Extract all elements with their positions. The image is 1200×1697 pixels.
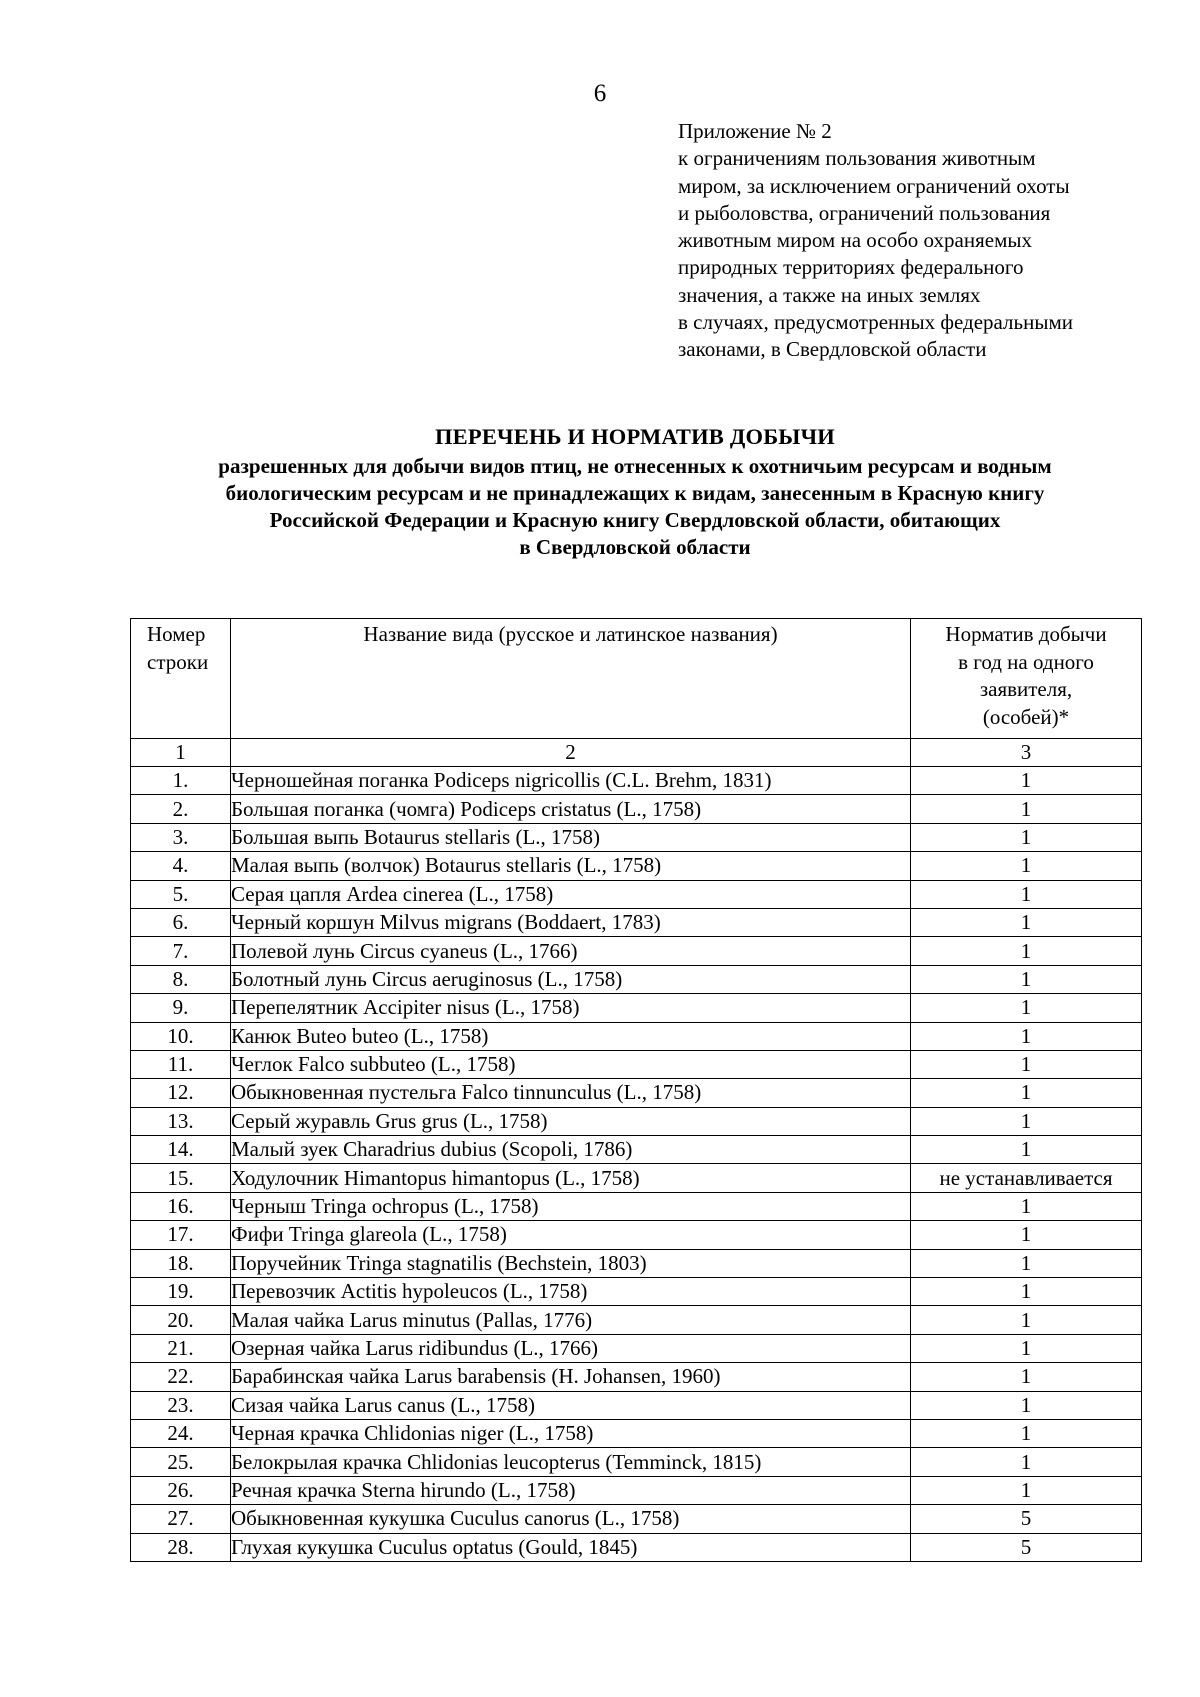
table-header-row [131, 619, 1142, 739]
table-row [131, 1192, 1142, 1220]
column-number: 1 [131, 739, 231, 767]
species-name: Фифи Tringa glareola (L., 1758) [231, 1221, 911, 1249]
header-text: Норматив добычи [945, 622, 1107, 646]
species-name: Большая поганка (чомга) Podiceps cristatus (L., 1758) [231, 795, 911, 823]
appendix-line: и рыболовства, ограничений пользования [678, 200, 1051, 225]
harvest-norm: 1 [911, 852, 1142, 880]
harvest-norm: 1 [911, 1448, 1142, 1476]
table-row [131, 1334, 1142, 1362]
species-name: Обыкновенная пустельга Falco tinnunculus (L., 1758) [231, 1079, 911, 1107]
harvest-norm: 1 [911, 1306, 1142, 1334]
table-row [131, 1079, 1142, 1107]
harvest-norm: 5 [911, 1505, 1142, 1533]
table-row [131, 1050, 1142, 1078]
species-name: Черная крачка Chlidonias niger (L., 1758) [231, 1419, 911, 1447]
harvest-norm: 1 [911, 1391, 1142, 1419]
header-text: (особей)* [982, 704, 1070, 729]
harvest-norm: 1 [911, 795, 1142, 823]
row-number: 17. [131, 1221, 231, 1249]
species-name: Черныш Tringa ochropus (L., 1758) [231, 1192, 911, 1220]
table-row [131, 937, 1142, 965]
page-number: 6 [593, 80, 607, 107]
species-name: Черный коршун Milvus migrans (Boddaert, 1783) [231, 908, 911, 936]
header-norm [911, 619, 1142, 739]
title-main: ПЕРЕЧЕНЬ И НОРМАТИВ ДОБЫЧИ [434, 424, 836, 449]
species-name: Глухая кукушка Cuculus optatus (Gould, 1845) [231, 1533, 911, 1561]
species-name: Сизая чайка Larus canus (L., 1758) [231, 1391, 911, 1419]
row-number: 18. [131, 1249, 231, 1277]
row-number: 24. [131, 1419, 231, 1447]
row-number: 11. [131, 1050, 231, 1078]
table-row [131, 1221, 1142, 1249]
column-number-row [131, 739, 1142, 767]
appendix-line: природных территориях федерального [678, 255, 1024, 280]
header-species-name [231, 619, 911, 739]
species-name: Болотный лунь Circus aeruginosus (L., 1758) [231, 965, 911, 993]
row-number: 5. [131, 880, 231, 908]
table-row [131, 994, 1142, 1022]
species-name: Речная крачка Sterna hirundo (L., 1758) [231, 1476, 911, 1504]
species-name: Перепелятник Accipiter nisus (L., 1758) [231, 994, 911, 1022]
row-number: 20. [131, 1306, 231, 1334]
row-number: 13. [131, 1107, 231, 1135]
species-name: Чеглок Falco subbuteo (L., 1758) [231, 1050, 911, 1078]
document-title [0, 424, 1200, 561]
title-subtitle [0, 453, 1200, 561]
harvest-norm: 1 [911, 823, 1142, 851]
row-number: 28. [131, 1533, 231, 1561]
species-name: Озерная чайка Larus ridibundus (L., 1766) [231, 1334, 911, 1362]
appendix-line: к ограничениям пользования животным [678, 146, 1036, 171]
table-row [131, 852, 1142, 880]
harvest-norm: 1 [911, 965, 1142, 993]
subtitle-line: в Свердловской области [519, 535, 751, 559]
harvest-norm: 1 [911, 908, 1142, 936]
appendix-note [678, 118, 1178, 364]
species-name: Серый журавль Grus grus (L., 1758) [231, 1107, 911, 1135]
table-row [131, 965, 1142, 993]
row-number: 10. [131, 1022, 231, 1050]
row-number: 2. [131, 795, 231, 823]
species-name: Большая выпь Botaurus stellaris (L., 1758) [231, 823, 911, 851]
header-text: строки [147, 649, 209, 674]
row-number: 19. [131, 1278, 231, 1306]
row-number: 9. [131, 994, 231, 1022]
table-row [131, 1505, 1142, 1533]
harvest-norm: 1 [911, 1476, 1142, 1504]
row-number: 23. [131, 1391, 231, 1419]
species-table [130, 618, 1142, 1562]
table-row [131, 1164, 1142, 1192]
species-name: Малый зуек Charadrius dubius (Scopoli, 1786) [231, 1136, 911, 1164]
harvest-norm: 5 [911, 1533, 1142, 1561]
row-number: 27. [131, 1505, 231, 1533]
appendix-line: законами, в Свердловской области [678, 337, 987, 362]
column-number: 3 [911, 739, 1142, 767]
harvest-norm: 1 [911, 1221, 1142, 1249]
appendix-line: Приложение № 2 [678, 119, 832, 143]
row-number: 21. [131, 1334, 231, 1362]
table-row [131, 795, 1142, 823]
header-text: в год на одного [958, 649, 1094, 674]
harvest-norm: 1 [911, 994, 1142, 1022]
appendix-line: миром, за исключением ограничений охоты [678, 173, 1070, 198]
appendix-line: в случаях, предусмотренных федеральными [678, 310, 1073, 335]
harvest-norm: не устанавливается [911, 1164, 1142, 1192]
table-row [131, 1278, 1142, 1306]
species-name: Черношейная поганка Podiceps nigricollis (C.L. Brehm, 1831) [231, 767, 911, 795]
harvest-norm: 1 [911, 937, 1142, 965]
subtitle-line: Российской Федерации и Красную книгу Свердловской области, обитающих [269, 508, 1001, 532]
table-row [131, 908, 1142, 936]
appendix-line: значения, а также на иных землях [678, 282, 981, 307]
harvest-norm: 1 [911, 1363, 1142, 1391]
species-name: Полевой лунь Circus cyaneus (L., 1766) [231, 937, 911, 965]
row-number: 7. [131, 937, 231, 965]
table-row [131, 767, 1142, 795]
harvest-norm: 1 [911, 880, 1142, 908]
header-text: Номер [147, 622, 206, 646]
row-number: 26. [131, 1476, 231, 1504]
harvest-norm: 1 [911, 1249, 1142, 1277]
harvest-norm: 1 [911, 1192, 1142, 1220]
header-row-number [131, 619, 231, 739]
species-name: Обыкновенная кукушка Cuculus canorus (L., 1758) [231, 1505, 911, 1533]
table-row [131, 1391, 1142, 1419]
species-name: Ходулочник Himantopus himantopus (L., 1758) [231, 1164, 911, 1192]
harvest-norm: 1 [911, 1022, 1142, 1050]
species-name: Барабинская чайка Larus barabensis (H. Johansen, 1960) [231, 1363, 911, 1391]
table-row [131, 1419, 1142, 1447]
harvest-norm: 1 [911, 1079, 1142, 1107]
table-row [131, 1448, 1142, 1476]
species-name: Перевозчик Actitis hypoleucos (L., 1758) [231, 1278, 911, 1306]
row-number: 1. [131, 767, 231, 795]
species-name: Малая чайка Larus minutus (Pallas, 1776) [231, 1306, 911, 1334]
subtitle-line: разрешенных для добычи видов птиц, не отнесенных к охотничьим ресурсам и водным [218, 454, 1052, 478]
row-number: 14. [131, 1136, 231, 1164]
appendix-line: животным миром на особо охраняемых [678, 228, 1032, 253]
table-row [131, 1107, 1142, 1135]
harvest-norm: 1 [911, 767, 1142, 795]
harvest-norm: 1 [911, 1050, 1142, 1078]
header-text: заявителя, [979, 677, 1073, 701]
table-row [131, 1022, 1142, 1050]
row-number: 25. [131, 1448, 231, 1476]
table-row [131, 1306, 1142, 1334]
table-row [131, 823, 1142, 851]
species-name: Серая цапля Ardea cinerea (L., 1758) [231, 880, 911, 908]
row-number: 4. [131, 852, 231, 880]
table-row [131, 1533, 1142, 1561]
row-number: 12. [131, 1079, 231, 1107]
table-row [131, 1363, 1142, 1391]
header-text: Название вида (русское и латинское названия) [363, 622, 778, 646]
species-name: Белокрылая крачка Chlidonias leucopterus (Temminck, 1815) [231, 1448, 911, 1476]
table-row [131, 1476, 1142, 1504]
row-number: 3. [131, 823, 231, 851]
column-number: 2 [231, 739, 911, 767]
table-row [131, 1136, 1142, 1164]
species-name: Канюк Buteo buteo (L., 1758) [231, 1022, 911, 1050]
row-number: 15. [131, 1164, 231, 1192]
harvest-norm: 1 [911, 1334, 1142, 1362]
harvest-norm: 1 [911, 1136, 1142, 1164]
table-row [131, 1249, 1142, 1277]
row-number: 6. [131, 908, 231, 936]
species-name: Малая выпь (волчок) Botaurus stellaris (L., 1758) [231, 852, 911, 880]
row-number: 22. [131, 1363, 231, 1391]
subtitle-line: биологическим ресурсам и не принадлежащих к видам, занесенным в Красную книгу [225, 481, 1045, 505]
harvest-norm: 1 [911, 1419, 1142, 1447]
row-number: 8. [131, 965, 231, 993]
species-name: Поручейник Tringa stagnatilis (Bechstein, 1803) [231, 1249, 911, 1277]
table-row [131, 880, 1142, 908]
harvest-norm: 1 [911, 1278, 1142, 1306]
harvest-norm: 1 [911, 1107, 1142, 1135]
row-number: 16. [131, 1192, 231, 1220]
